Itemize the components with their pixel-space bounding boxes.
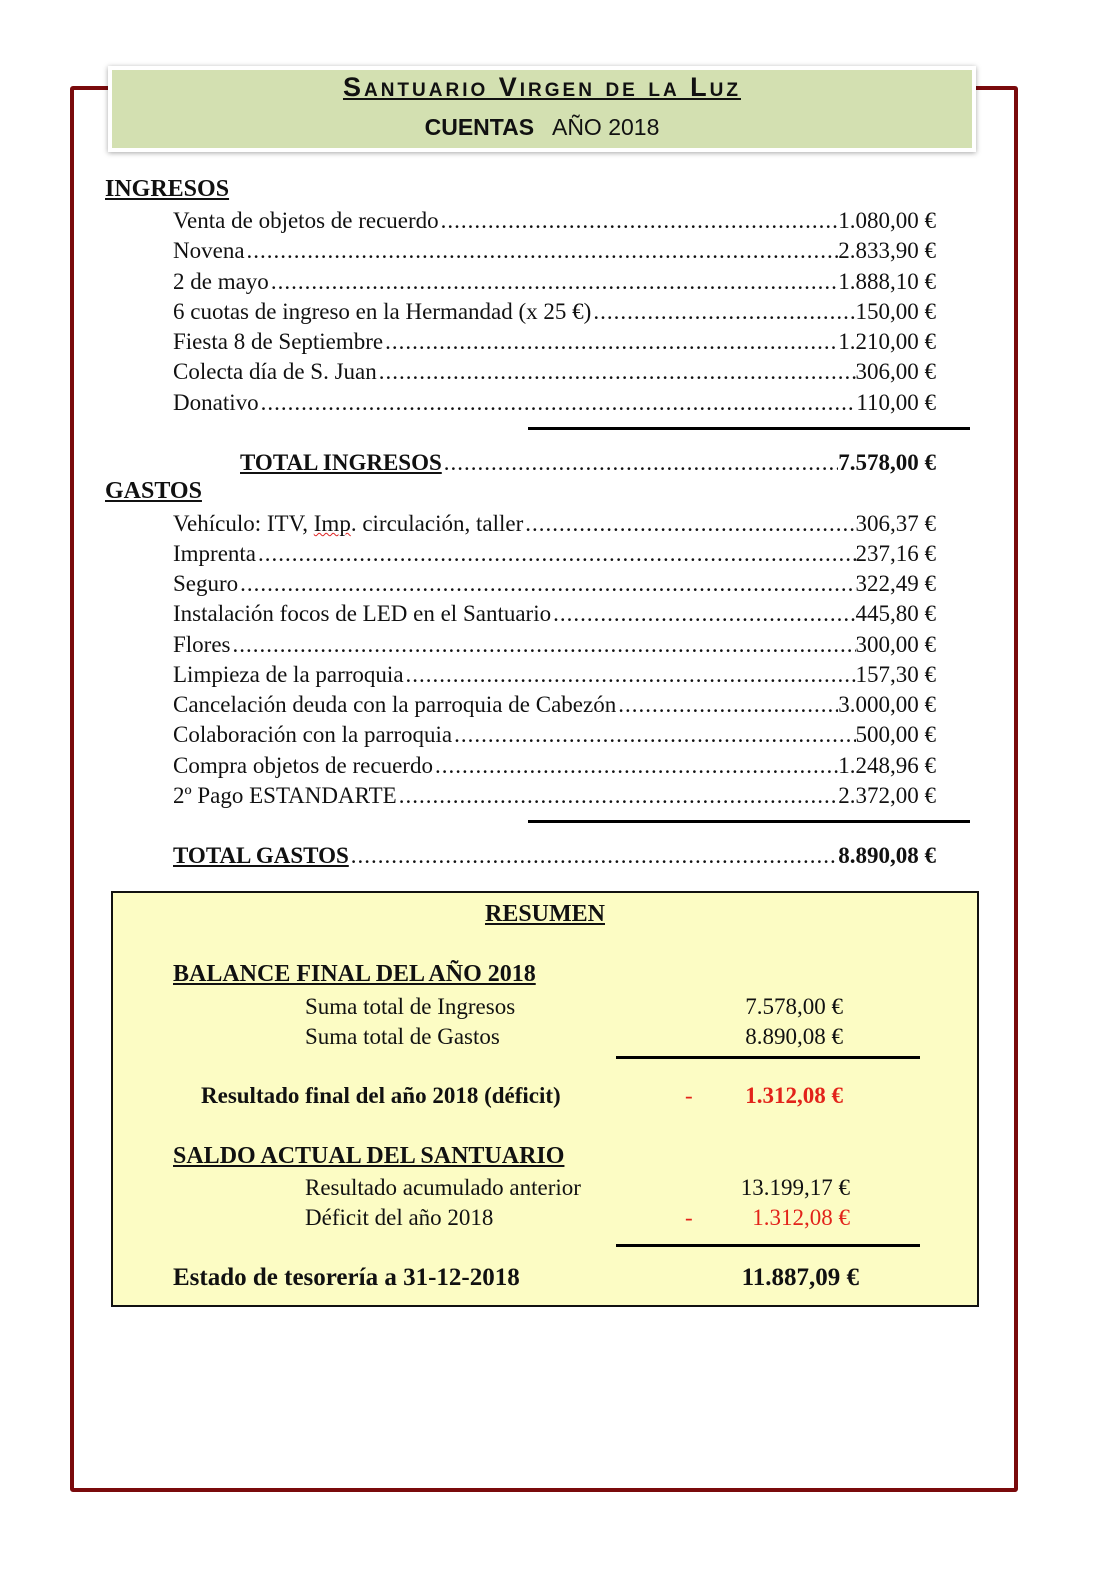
ingreso-amount: 110,00 € xyxy=(856,390,936,415)
gasto-row xyxy=(173,660,936,690)
title-banner xyxy=(108,66,976,152)
total-gastos-label: TOTAL GASTOS xyxy=(173,843,349,868)
suma-ingresos-amount: 7.578,00 € xyxy=(745,994,843,1019)
ingreso-label: Fiesta 8 de Septiembre xyxy=(173,329,384,354)
ingreso-label: 6 cuotas de ingreso en la Hermandad (x 25 €) xyxy=(173,299,592,324)
gasto-row xyxy=(173,690,936,720)
suma-ingresos-label: Suma total de Ingresos xyxy=(305,994,516,1019)
gasto-amount: 500,00 € xyxy=(855,722,936,747)
dot-leader xyxy=(259,388,857,418)
tesoreria-label: Estado de tesorería a 31-12-2018 xyxy=(173,1264,520,1291)
balance-heading: BALANCE FINAL DEL AÑO 2018 xyxy=(173,961,536,987)
gasto-amount: 2.372,00 € xyxy=(838,783,936,808)
total-ingresos-amount: 7.578,00 € xyxy=(838,450,936,475)
dot-leader xyxy=(551,599,855,629)
suma-gastos-label: Suma total de Gastos xyxy=(305,1024,500,1049)
resultado-sign: - xyxy=(685,1083,693,1108)
gasto-label: Limpieza de la parroquia xyxy=(173,662,404,687)
gasto-row xyxy=(173,539,936,569)
suma-gastos-amount: 8.890,08 € xyxy=(745,1024,843,1049)
title-banner-background xyxy=(112,70,972,148)
gasto-amount: 322,49 € xyxy=(855,571,936,596)
total-ingresos-label: TOTAL INGRESOS xyxy=(240,450,442,475)
gasto-label: Instalación focos de LED en el Santuario xyxy=(173,601,552,626)
total-gastos-row xyxy=(173,841,936,871)
ingreso-row xyxy=(173,357,936,387)
ingreso-row xyxy=(173,236,936,266)
gasto-amount: 157,30 € xyxy=(855,662,936,687)
ingreso-label: Venta de objetos de recuerdo xyxy=(173,208,439,233)
gasto-amount: 300,00 € xyxy=(855,632,936,657)
total-gastos-amount: 8.890,08 € xyxy=(838,843,936,868)
gasto-row xyxy=(173,509,936,539)
dot-leader xyxy=(349,841,838,871)
gasto-label-part: . circulación, taller xyxy=(350,511,524,536)
deficit-amount: 1.312,08 € xyxy=(752,1205,850,1230)
resultado-label: Resultado final del año 2018 (déficit) xyxy=(201,1083,561,1108)
dot-leader xyxy=(256,539,855,569)
ingreso-amount: 150,00 € xyxy=(855,299,936,324)
ingreso-label: Donativo xyxy=(173,390,259,415)
gasto-label-part: Vehículo: ITV, xyxy=(173,511,314,536)
gasto-label: Compra objetos de recuerdo xyxy=(173,753,433,778)
dot-leader xyxy=(397,781,839,811)
ingreso-amount: 306,00 € xyxy=(855,359,936,384)
gasto-label xyxy=(173,509,523,539)
ingreso-row xyxy=(173,297,936,327)
dot-leader xyxy=(238,569,855,599)
dot-leader xyxy=(404,660,856,690)
gasto-label: Flores xyxy=(173,632,231,657)
gasto-label: Seguro xyxy=(173,571,239,596)
dot-leader xyxy=(231,630,856,660)
tesoreria-amount: 11.887,09 € xyxy=(741,1264,859,1291)
dot-leader xyxy=(616,690,838,720)
deficit-label: Déficit del año 2018 xyxy=(305,1205,494,1230)
ingreso-row xyxy=(173,267,936,297)
gasto-row xyxy=(173,569,936,599)
subtitle-year: AÑO 2018 xyxy=(551,114,660,140)
subtitle-cuentas: CUENTAS xyxy=(424,114,535,140)
ingresos-heading: INGRESOS xyxy=(105,176,230,202)
resumen-box xyxy=(111,891,979,1307)
acumulado-label: Resultado acumulado anterior xyxy=(305,1175,581,1200)
dot-leader xyxy=(245,236,839,266)
gastos-total-rule xyxy=(528,820,970,823)
gasto-row xyxy=(173,599,936,629)
gasto-label: Colaboración con la parroquia xyxy=(173,722,453,747)
gasto-row xyxy=(173,630,936,660)
gasto-amount: 445,80 € xyxy=(855,601,936,626)
gasto-amount: 1.248,96 € xyxy=(838,753,936,778)
total-ingresos-row xyxy=(240,448,936,478)
dot-leader xyxy=(433,751,838,781)
ingreso-amount: 1.210,00 € xyxy=(838,329,936,354)
deficit-sign: - xyxy=(685,1205,693,1230)
ingreso-label: Colecta día de S. Juan xyxy=(173,359,377,384)
gasto-amount: 237,16 € xyxy=(855,541,936,566)
ingreso-label: Novena xyxy=(173,238,245,263)
ingreso-row xyxy=(173,206,936,236)
saldo-rule xyxy=(616,1244,920,1247)
dot-leader xyxy=(523,509,855,539)
ingreso-row xyxy=(173,388,936,418)
gastos-heading: GASTOS xyxy=(105,478,202,504)
document-title: Santuario Virgen de la Luz xyxy=(342,72,741,102)
gasto-amount: 3.000,00 € xyxy=(838,692,936,717)
dot-leader xyxy=(383,327,838,357)
resultado-amount: 1.312,08 € xyxy=(745,1083,843,1108)
gasto-label: 2º Pago ESTANDARTE xyxy=(173,783,397,808)
saldo-heading: SALDO ACTUAL DEL SANTUARIO xyxy=(173,1143,565,1169)
ingreso-amount: 1.888,10 € xyxy=(838,269,936,294)
balance-rule xyxy=(616,1056,920,1059)
gasto-label: Cancelación deuda con la parroquia de Cabezón xyxy=(173,692,617,717)
gasto-row xyxy=(173,751,936,781)
dot-leader xyxy=(452,720,855,750)
dot-leader xyxy=(269,267,838,297)
ingreso-label: 2 de mayo xyxy=(173,269,269,294)
dot-leader xyxy=(591,297,855,327)
dot-leader xyxy=(377,357,856,387)
document-subtitle xyxy=(112,114,972,141)
ingreso-amount: 1.080,00 € xyxy=(838,208,936,233)
gasto-row xyxy=(173,781,936,811)
ingresos-total-rule xyxy=(528,427,970,430)
acumulado-amount: 13.199,17 € xyxy=(740,1175,850,1200)
spellcheck-underlined-word: Imp xyxy=(313,511,351,536)
ingreso-row xyxy=(173,327,936,357)
gasto-amount: 306,37 € xyxy=(855,511,936,536)
dot-leader xyxy=(442,448,838,478)
ingreso-amount: 2.833,90 € xyxy=(838,238,936,263)
dot-leader xyxy=(439,206,839,236)
gasto-label: Imprenta xyxy=(173,541,257,566)
gasto-row xyxy=(173,720,936,750)
resumen-title: RESUMEN xyxy=(484,901,605,927)
